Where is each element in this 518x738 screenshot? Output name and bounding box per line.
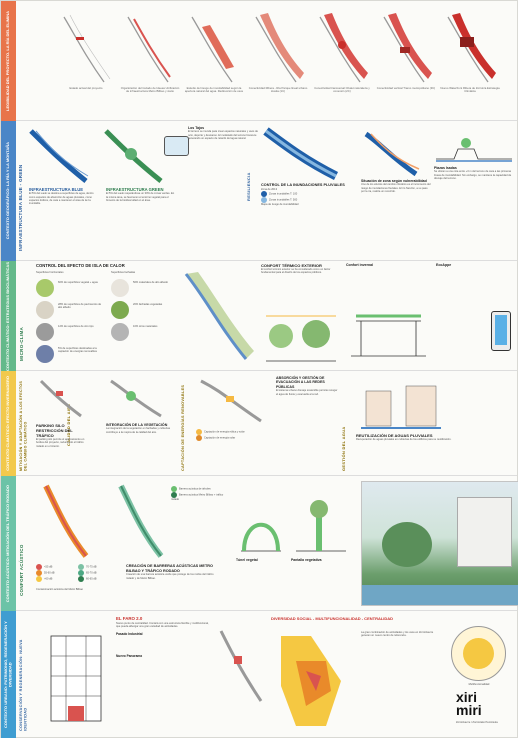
noise-map-a — [36, 481, 96, 561]
centralidad-core — [463, 638, 494, 669]
energy-item: Captación de energía solar — [196, 435, 276, 441]
side-label-gestion: GESTIÓN DEL AGUA — [341, 426, 346, 471]
energy-swatch — [36, 345, 54, 363]
infra-blue-text: El 5% del suelo se destina a superficies de agua, dentro como espacios de absorción de aguas pluviales, como espacios lúdicos, de cara a mantener el área de la ría inundable. — [29, 192, 94, 206]
heat-island-map — [176, 269, 256, 364]
situacion-block — [361, 179, 431, 193]
green-swatch — [36, 279, 54, 297]
band-invernadero: CONTEXTO CLIMÁTICO: EFECTO INVERNADERO — [1, 371, 16, 476]
infra-green-text: El 5% del suelo respetándose un 30% de zonas verdes. En la misma área, se favorecen el entorno vegetal para el fomento de la biodiversidad en el área. — [106, 192, 175, 202]
zona-item: Zonas inundables T: 100 — [261, 191, 351, 197]
pantalla-title: Pantalla vegetativa — [291, 558, 322, 562]
section-stages — [16, 1, 517, 121]
barreras-text: Creación de una barrera acústica verde que protege de los ruidos del tráfico rodado y de Metro Bilbao. — [126, 573, 214, 580]
legend-b — [78, 564, 118, 582]
band-legibilidad: LEGIBILIDAD DEL PROYECTO. LA RÍA DEL ELIMINA — [1, 1, 16, 121]
stage-caption: Estudio del riesgo de inundabilidad según la apertura natural del agua. Redirección de usos — [184, 86, 244, 94]
absorcion-title: ABSORCIÓN Y GESTIÓN DE EVACUACIÓN A LAS REDES PÚBLICAS — [276, 376, 325, 389]
barrier-item: Barrera acústica Metro Bilbao + tráfico rodado — [171, 493, 224, 501]
veg-block — [106, 423, 176, 434]
absorcion-text: El sistema urbano drenaje sostenible permite recoger el agua de lluvia y evacuarla a la red. — [276, 389, 338, 396]
faro-text: Nuevo punto de centralidad. Contará con una estructura flexible y multifuncional, que pueda albergar una gran variedad de actividades. — [116, 621, 209, 628]
superficies-hort-label: Superficies horizontales — [36, 271, 64, 274]
item-right: 56% materiales de alto albedo — [133, 281, 168, 284]
item-left: 28% de superficies de pavimentos de alto albedo — [58, 303, 102, 310]
control-flood-title: CONTROL DE LA INUNDACIONES PLUVIALES — [261, 183, 345, 187]
app-block — [436, 263, 511, 267]
app-title: EcoAppe — [436, 263, 452, 267]
vegetation-map — [106, 376, 166, 421]
infra-blue-block — [29, 187, 99, 206]
superficies-fach-label: Superficies fachadas — [111, 271, 136, 274]
confort-block — [261, 263, 341, 275]
section-heritage — [16, 611, 517, 738]
parking-text: El parking silo permite el aparcamiento en bordes del proyecto, reduciendo el tráfico rodado en el interior. — [36, 438, 85, 448]
plazas-title: Plazas Isadas — [434, 166, 457, 170]
stadium-sketch — [164, 136, 189, 156]
stage-caption: Organización del trazado de Ideeas Unificación de infraestructura Metro Bilbao y viario — [120, 86, 180, 94]
side-label-microclima: MICRO-CLIMA — [19, 326, 24, 361]
tren-label: Contaminación acústica del Metro Bilbao — [36, 588, 84, 591]
parking-block — [36, 423, 91, 448]
noise-legend-item: 65-70 dB — [78, 570, 118, 576]
vulnerability-map — [361, 129, 421, 179]
confort-title: CONFORT TÉRMICO EXTERIOR — [261, 263, 322, 268]
barrier-legend — [171, 486, 231, 501]
side-label-calidad: CALIDAD DEL AIRE — [66, 403, 71, 446]
diversidad-title: DIVERSIDAD SOCIAL - MULTIFUNCIONALIDAD - CENTRALIDAD — [271, 616, 394, 621]
section-acoustic — [16, 476, 517, 611]
faro-block — [116, 616, 211, 658]
section-infra — [16, 121, 517, 261]
render-building — [457, 497, 512, 567]
band-urbano: CONTEXTO URBANO: PATRIMONIO, REGENERACIÓN Y DIVERSIDAD — [1, 611, 16, 738]
invierno-title: Confort invernal — [346, 263, 374, 267]
plazas-text: Se ubican a una cota entre +3 m del terreno de cara a las primeras líneas de inundabilidad. Sin embargo, se mantiene la capacidad de drenaje del terreno. — [434, 170, 512, 181]
side-label-resiliencia: RESILIENCIA — [246, 172, 251, 201]
stage-5-drawing — [312, 7, 372, 87]
side-label-conservacion: CONSERVACIÓN Y REGENERACIÓN: NUEVA IDENTIDAD — [19, 639, 28, 731]
tunel-title: Túnel vegetal — [236, 558, 258, 562]
situacion-text: Uno de los efectos del cambio climático es el incremento del riesgo de inundaciones fluviales. El río Nervión, a su paso por la ría, realiza un recorrido. — [361, 183, 431, 194]
stage-caption: Nuevo Waterfront Ribera de Zorrotza Estrategia Climática — [440, 86, 500, 94]
veg-title: INTEGRACIÓN DE LA VEGETACIÓN — [106, 423, 168, 427]
band-climatico: CONTEXTO CLIMÁTICO: ESTRATEGIAS BIOCLIMÁTICAS — [1, 261, 16, 371]
situacion-title: Situación de zona según vulnerabilidad — [361, 179, 427, 183]
item-right: 10% otros materiales — [133, 325, 158, 328]
render-water — [362, 585, 518, 605]
albedo-swatch — [36, 301, 54, 319]
faro-site-map — [216, 626, 266, 706]
flood-risk-map — [261, 126, 341, 181]
plazas-section-sketch — [434, 129, 514, 164]
noise-legend-item: <55 dB — [36, 564, 96, 570]
phone-app-mockup — [491, 311, 511, 351]
barreras-title: CREACIÓN DE BARRERAS ACÚSTICAS METRO BILBAO Y TRÁFICO RODADO — [126, 564, 213, 573]
mapa-label: Mapa de riesgo de inundabilidad — [261, 202, 299, 206]
green-infra-map — [101, 126, 166, 186]
isla-title: CONTROL DEL EFECTO DE ISLA DE CALOR — [36, 263, 125, 268]
zona-item: Zonas inundables T: 500 — [261, 197, 351, 203]
infra-green-title: INFRAESTRUCTURA GREEN — [106, 187, 164, 192]
energy-item: Captación de energía eólica y solar — [196, 429, 276, 435]
barreras-block — [126, 564, 221, 580]
diversidad-text: La gran combinación de actividades y los usos en Zorrotzaurre generan un nuevo centro de referencia. — [361, 631, 434, 638]
stage-caption: Estado actual del proyecto — [69, 86, 103, 90]
energy-legend — [196, 429, 276, 441]
fach-albedo-swatch — [111, 279, 129, 297]
plazas-block — [434, 166, 514, 180]
absorcion-block — [276, 376, 338, 396]
stage-1-drawing — [56, 7, 116, 87]
xirimiri-logo: xiri miri — [456, 689, 482, 718]
pergola-sketch — [346, 301, 431, 361]
parking-map — [36, 376, 86, 421]
noise-legend-item: 55-60 dB — [36, 570, 96, 576]
diversidad-block — [361, 631, 436, 638]
reutilizacion-block — [356, 433, 506, 441]
nuevo-title: Nuevo Panorama — [116, 654, 143, 659]
item-left: 60% de superficies vegetal + agua — [58, 281, 98, 284]
confort-section-sketch — [261, 306, 341, 366]
los-tajos-text: El terreno se inunda para crear espacios naturales y usos de ocio, deporte y descanso. El modelado del terreno favorece generando un espacio de retardo del agua natural. — [188, 130, 258, 141]
reutilizacion-text: Recuperación de aguas pluviales en cubiertas de los edificios para su reutilización. — [356, 438, 452, 441]
water-reuse-sketch — [356, 376, 446, 431]
infra-green-block — [106, 187, 176, 202]
energy-map — [196, 376, 266, 426]
blue-infra-map — [26, 126, 91, 186]
reutilizacion-title: REUTILIZACIÓN DE AGUAS PLUVIALES — [356, 433, 433, 438]
diversity-map — [271, 631, 351, 731]
tunel-block — [236, 558, 286, 562]
band-acustico: CONTEXTO ACÚSTICO: MITIGACIÓN DEL TRÁFICO RODADO — [1, 476, 16, 611]
fach-other-swatch — [111, 323, 129, 341]
side-label-captacion: CAPTACIÓN DE ENERGÍAS RENOVABLES — [181, 384, 185, 471]
tunnel-sketch — [236, 496, 286, 556]
stage-6-drawing — [376, 7, 436, 87]
patrimonio-title: Pasado Industrial — [116, 632, 143, 637]
los-tajos-title: Los Tajos — [188, 126, 205, 130]
item-right: 20% fachadas vegetadas — [133, 303, 163, 306]
stage-caption: Conectividad Ribera - Ría Parque lineal urbano Hostia (1C) — [248, 86, 308, 94]
render-tree — [382, 522, 432, 567]
faro-building-sketch — [46, 626, 106, 726]
centro-label: Multifuncionalidad — [468, 683, 490, 686]
item-left: 5% de superficies destinadas a la captación de energías renovables — [58, 347, 97, 354]
infra-blue-title: INFRAESTRUCTURA BLUE — [29, 187, 84, 192]
control-flood-block — [261, 183, 351, 206]
stage-caption: Conectividad vertical Tramo metropolitano (3C) — [376, 86, 436, 90]
screen-sketch — [291, 491, 351, 556]
noise-legend-item: 60-65 dB — [78, 576, 118, 582]
barrier-item: Barrera acústica de árboles — [171, 486, 231, 492]
parking-title: PARKING SILO RESTRICCIÓN DEL TRÁFICO — [36, 423, 73, 438]
section-microclima — [16, 261, 517, 371]
stage-3-drawing — [184, 7, 244, 87]
noise-map-b — [111, 481, 171, 561]
other-swatch — [36, 323, 54, 341]
logo-subtitle: Zorrotzaurre / Zorrotzako Penintsula — [456, 721, 498, 724]
noise-legend-item: >60 dB — [36, 576, 96, 582]
side-label-confort: CONFORT ACÚSTICO — [19, 544, 24, 596]
section-air-energy-water — [16, 371, 517, 476]
stage-7-drawing — [440, 7, 500, 87]
faro-title: EL FARO 2.0 — [116, 616, 143, 621]
stage-2-drawing — [120, 7, 180, 87]
item-left: 12% de superficies de otro tipo — [58, 325, 94, 328]
side-label-mitigacion: MITIGACIÓN Y ADAPTACIÓN A LOS EFECTOS DEL CAMBIO CLIMÁTICO — [19, 380, 28, 471]
noise-legend-item: 70-75 dB — [78, 564, 118, 570]
band-geografico: CONTEXTO GEOGRÁFICO: LA RÍA Y LA MONTAÑA — [1, 121, 16, 261]
confort-text: El confort térmico exterior se ha considerado como un factor fundamental para el diseño de los espacios públicos. — [261, 268, 331, 275]
stage-4-drawing — [248, 7, 308, 87]
render-image — [361, 481, 518, 606]
fach-veg-swatch — [111, 301, 129, 319]
side-label-infra: INFRAESTRUCTURA BLUE - GREEN — [18, 164, 23, 251]
stage-caption: Conectividad transversal Chalet naturaleza y conexión (2C) — [314, 86, 370, 94]
veg-text: La integración de la vegetación en fachadas y cubiertas contribuye a la mejora de la calidad del aire. — [106, 427, 171, 434]
invierno-block — [346, 263, 431, 267]
zona-label: Zona de 2013 — [261, 187, 278, 191]
pantalla-block — [291, 558, 351, 562]
